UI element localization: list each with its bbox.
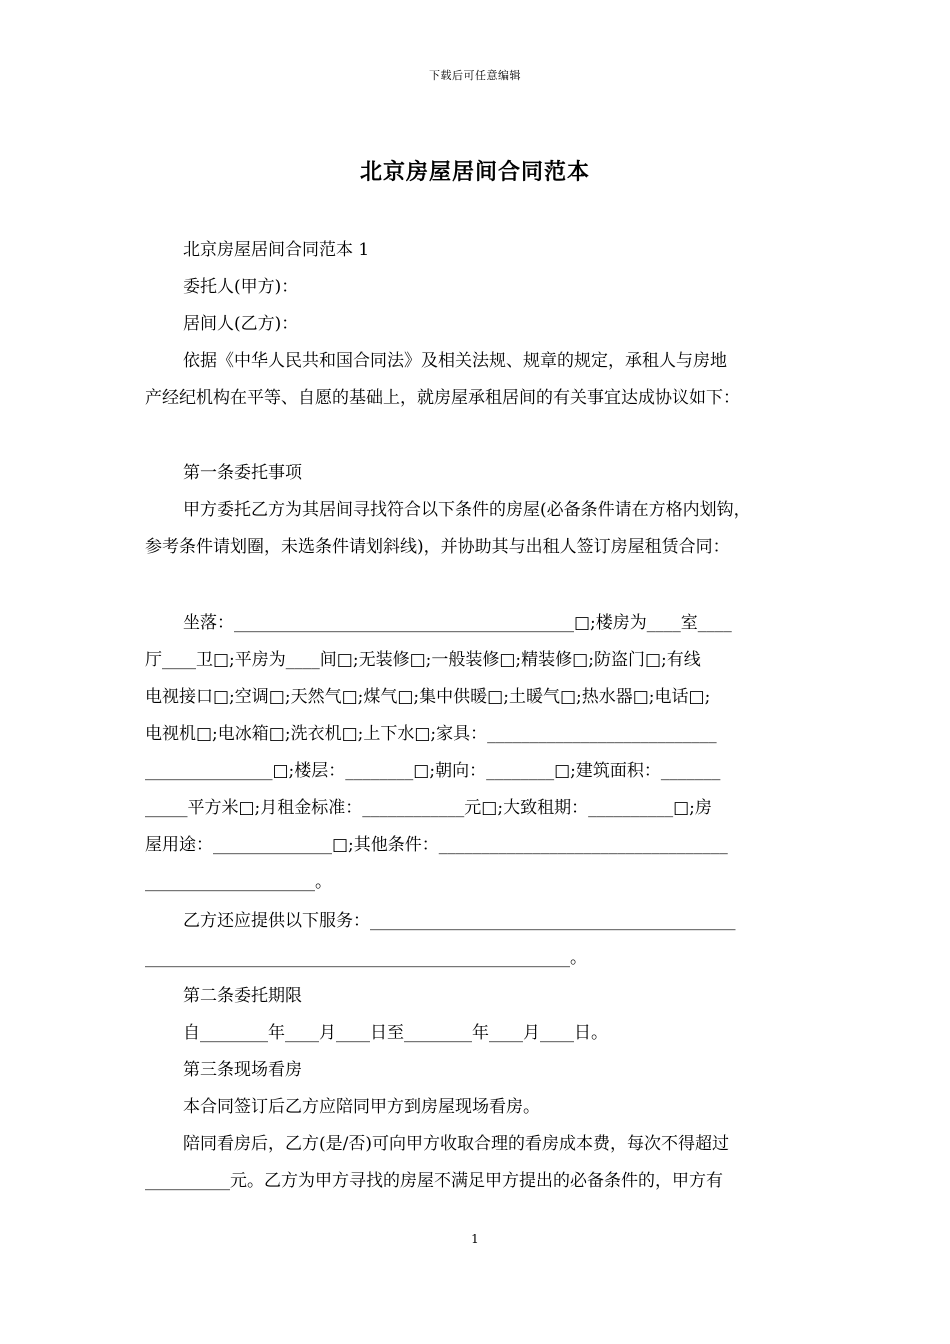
para-line: 参考条件请划圈，未选条件请划斜线)，并协助其与出租人签订房屋租赁合同： [145,537,730,557]
para-line: 甲方委托乙方为其居间寻找符合以下条件的房屋(必备条件请在方格内划钩， [183,500,751,520]
page-number: 1 [471,1232,479,1246]
section-heading: 第一条委托事项 [183,463,302,483]
para-line: 厅____卫□;平房为____间□;无装修□;一般装修□;精装修□;防盗门□;有线 [145,650,701,670]
section-heading: 第二条委托期限 [183,986,302,1006]
section-heading: 第三条现场看房 [183,1060,302,1080]
para-line: _____平方米□;月租金标准：____________元□;大致租期：__________□;房 [145,798,712,818]
para-line: __________元。乙方为甲方寻找的房屋不满足甲方提出的必备条件的，甲方有 [145,1171,723,1191]
document-title: 北京房屋居间合同范本 [359,159,590,185]
para-line: 依据《中华人民共和国合同法》及相关法规、规章的规定，承租人与房地 [183,351,727,371]
para-line: 居间人(乙方)： [183,314,299,334]
para-line: ____________________。 [145,872,332,892]
para-line: __________________________________________________。 [145,948,587,968]
para-line: 委托人(甲方)： [183,277,299,297]
para-line: 本合同签订后乙方应陪同甲方到房屋现场看房。 [183,1097,540,1117]
para-line: 坐落：________________________________________□;楼房为____室____ [183,613,732,633]
para-line: 自________年____月____日至________年____月____日。 [183,1023,608,1043]
para-line: 产经纪机构在平等、自愿的基础上，就房屋承租居间的有关事宜达成协议如下： [145,388,740,408]
para-line: 屋用途：______________□;其他条件：__________________________________ [145,835,728,855]
para-line: 陪同看房后，乙方(是/否)可向甲方收取合理的看房成本费，每次不得超过 [183,1134,729,1154]
para-line: 北京房屋居间合同范本 1 [183,240,370,260]
para-line: 电视机□;电冰箱□;洗衣机□;上下水□;家具：___________________________ [145,724,717,744]
para-line: 电视接口□;空调□;天然气□;煤气□;集中供暖□;土暖气□;热水器□;电话□; [145,687,711,707]
para-line: 乙方还应提供以下服务：___________________________________________ [183,911,736,931]
page-header: 下载后可任意编辑 [429,69,521,82]
para-line: _______________□;楼层：________□;朝向：________□;建筑面积：_______ [145,761,721,781]
